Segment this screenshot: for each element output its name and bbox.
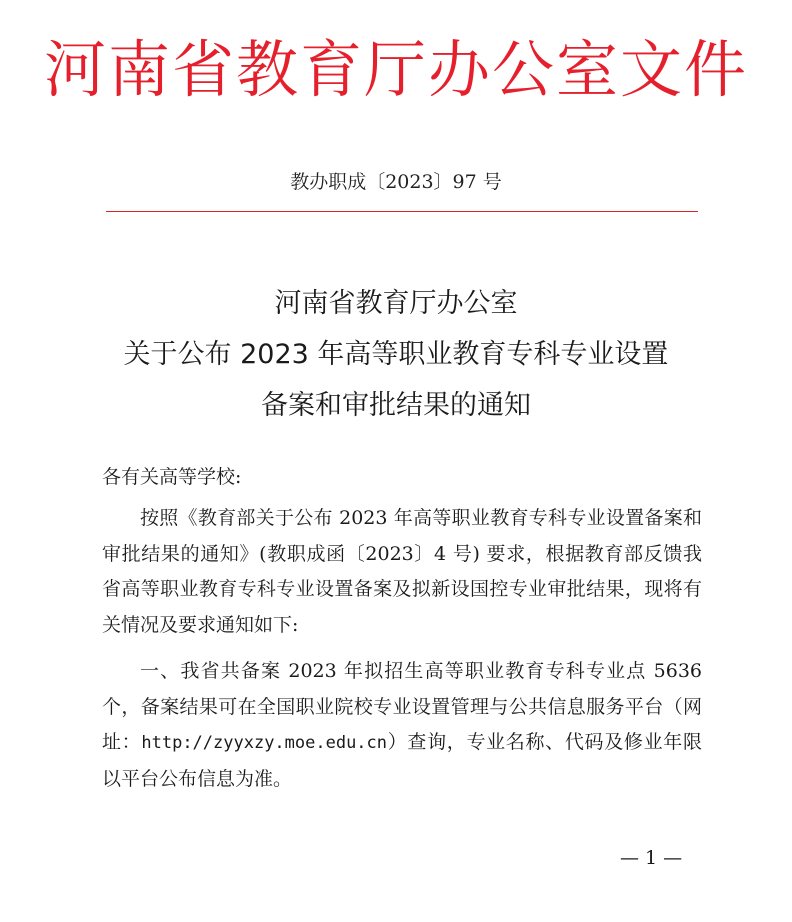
paragraph-2-text-start: 一、我省共备案 2023 年拟招生高等职业教育专科专业点 5636 个，备案结果可在全国职业院校专业设置管理与公共信息服务平台（网址： [102,660,702,753]
platform-url-link[interactable]: http://zyyxzy.moe.edu.cn [141,733,388,753]
page-number: — 1 — [620,847,683,869]
title-line-2: 关于公布 2023 年高等职业教育专科专业设置 [123,339,669,370]
issuing-authority-header: 河南省教育厅办公室文件 [43,33,748,106]
title-line-1: 河南省教育厅办公室 [274,288,518,319]
paragraph-1: 按照《教育部关于公布 2023 年高等职业教育专科专业设置备案和审批结果的通知》(教职成函〔2023〕4 号) 要求，根据教育部反馈我省高等职业教育专科专业设置备案及拟新设国控专业审批结果，现将有关情况及要求通知如下: [102,507,702,636]
document-title [0,278,792,431]
document-number: 教办职成〔2023〕97 号 [290,171,502,193]
salutation: 各有关高等学校: [102,466,242,488]
title-line-3: 备案和审批结果的通知 [261,390,531,421]
red-separator-line [106,211,698,212]
paragraph-2-text-end: ）查询，专业名称、代码及修业年限以平台公布信息为准。 [102,731,702,790]
paragraph-2 [102,654,702,797]
